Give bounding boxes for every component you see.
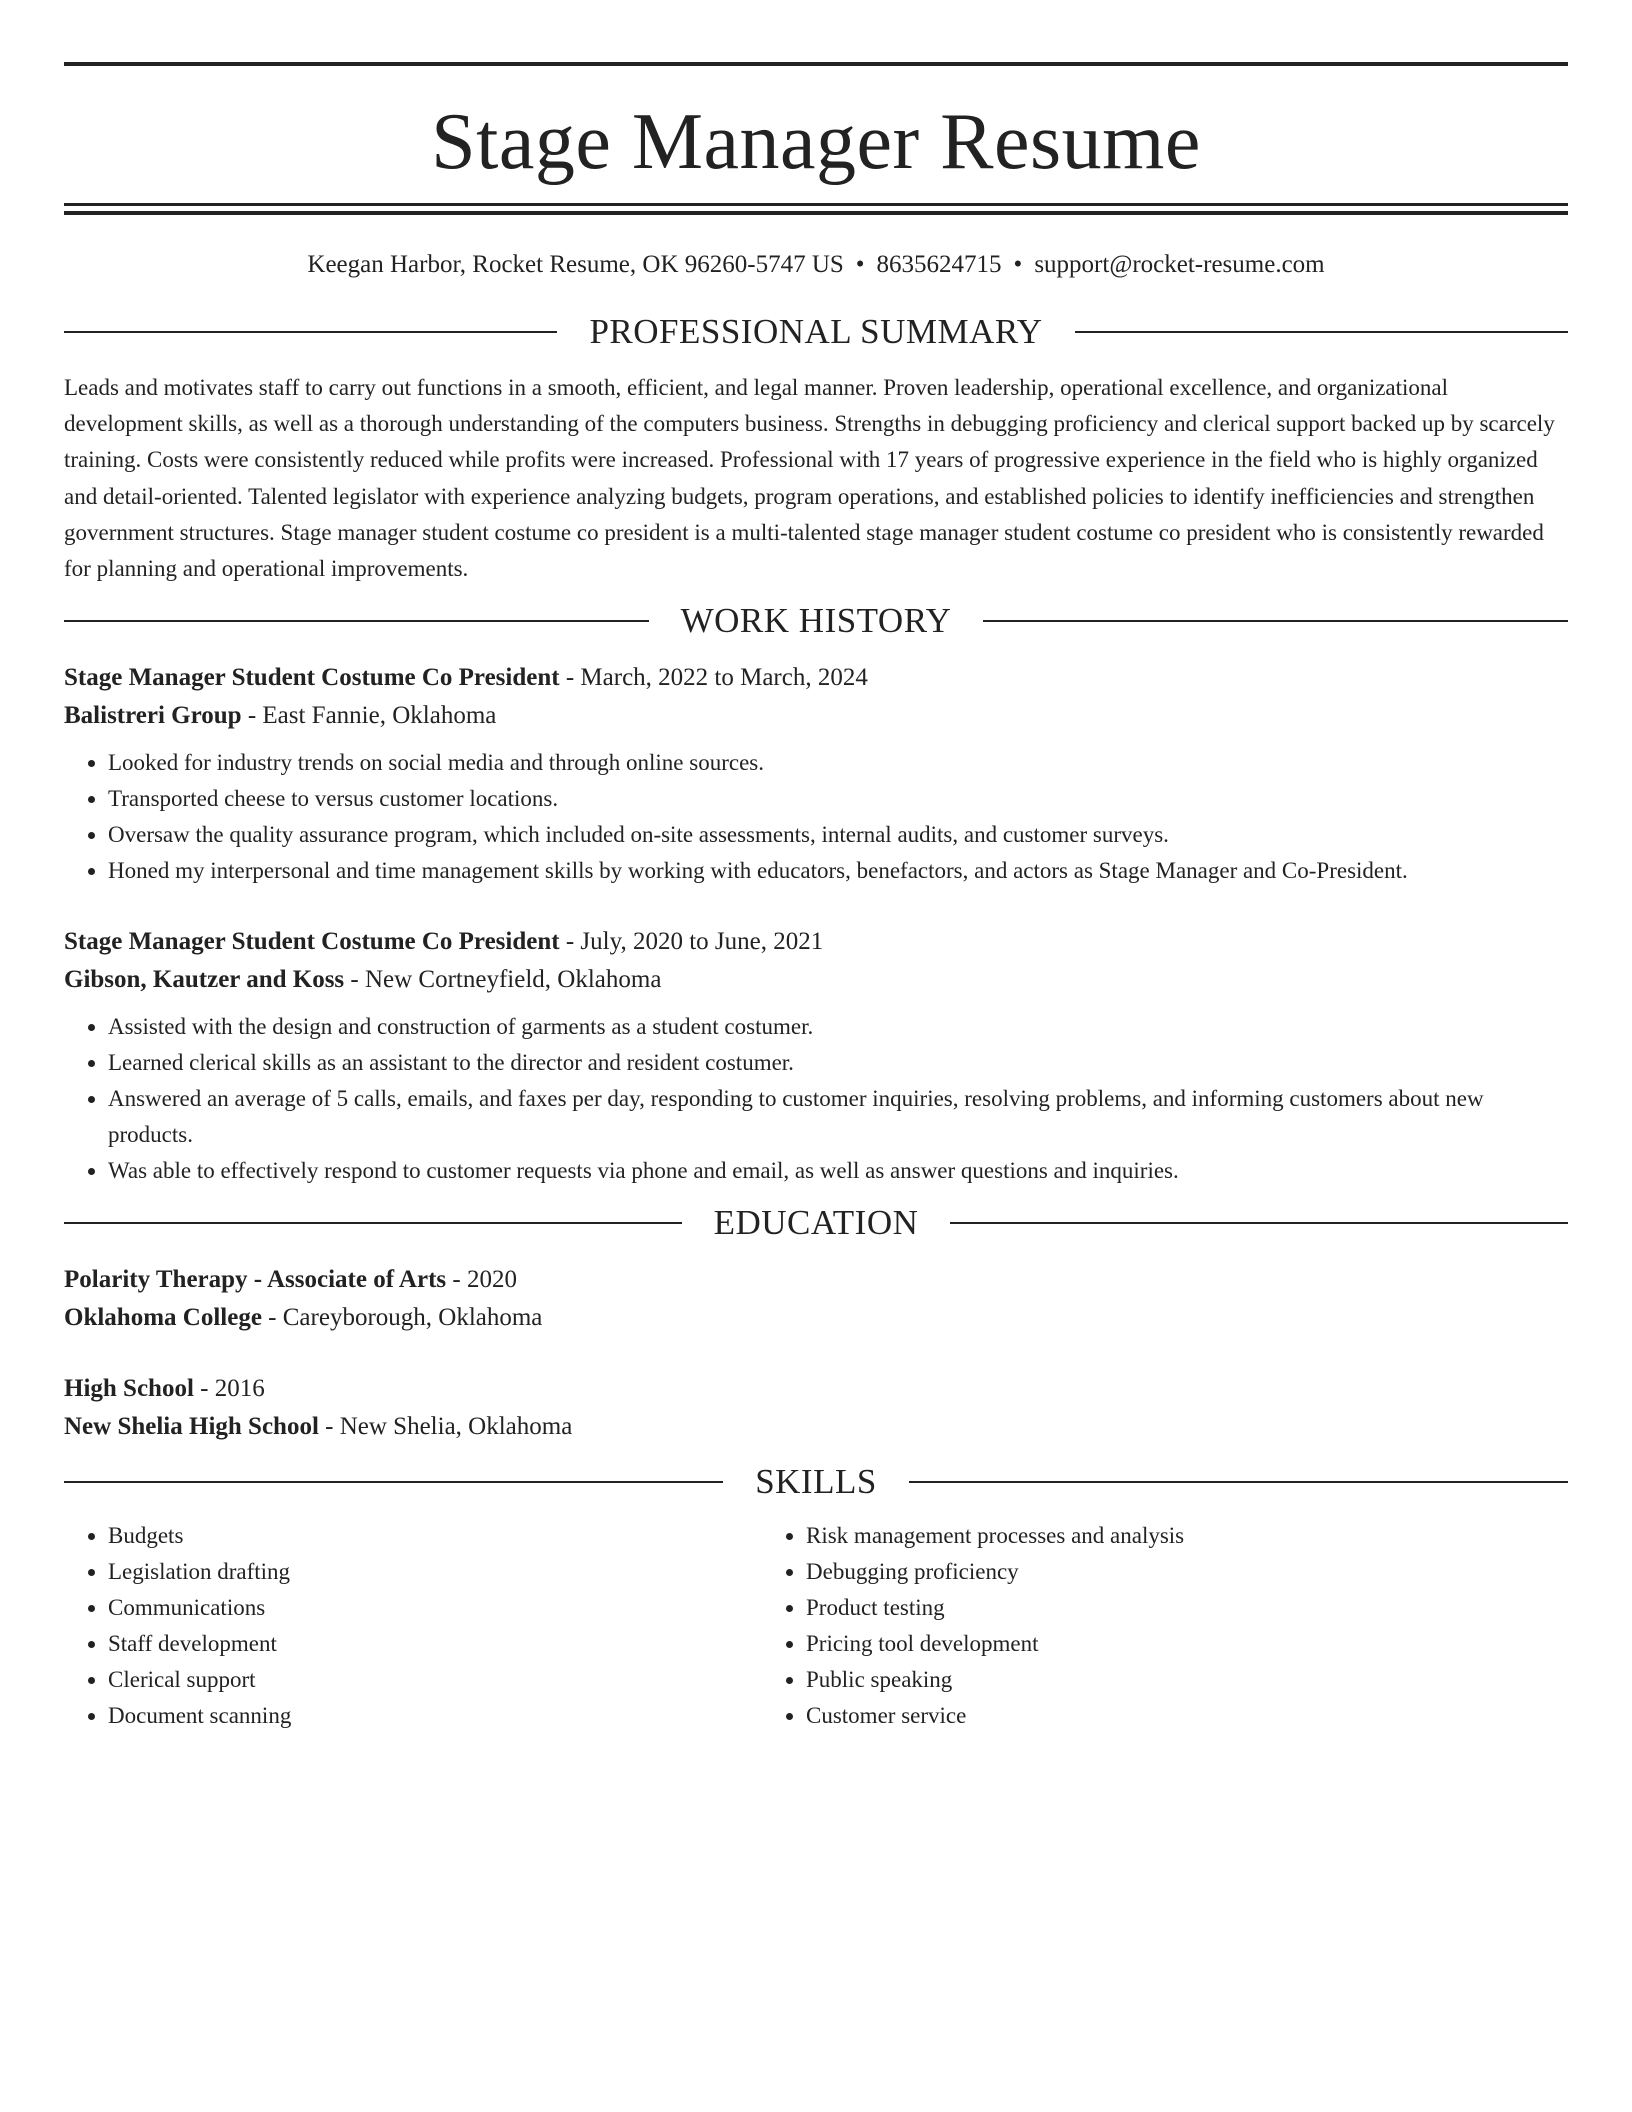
title-double-rule [64, 203, 1568, 215]
education-degree: Polarity Therapy - Associate of Arts [64, 1266, 447, 1294]
job-employer-line [64, 697, 1568, 735]
education-year: - 2016 [193, 1375, 265, 1403]
list-item: • Transported cheese to versus customer locations. [108, 781, 1568, 817]
list-item: • Learned clerical skills as an assistant to the director and resident costumer. [108, 1045, 1568, 1081]
job-location: - New Cortneyfield, Oklahoma [344, 966, 662, 994]
education-entry [64, 1261, 1568, 1337]
section-heading-summary [64, 312, 1568, 352]
job-bullets [64, 745, 1568, 889]
education-year: - 2020 [446, 1266, 517, 1294]
contact-email: support@rocket-resume.com [1034, 251, 1325, 278]
divider [64, 331, 557, 333]
list-item: • Oversaw the quality assurance program, which included on-site assessments, internal audits, and customer surveys. [108, 817, 1568, 853]
section-title: SKILLS [755, 1462, 877, 1502]
job-dates: - March, 2022 to March, 2024 [559, 664, 868, 692]
section-heading-education [64, 1203, 1568, 1243]
skill-item: • Customer service [806, 1698, 1506, 1734]
skill-item: • Risk management processes and analysis [806, 1518, 1506, 1554]
education-degree: High School [64, 1375, 194, 1403]
job-employer: Gibson, Kautzer and Koss [64, 966, 345, 994]
section-heading-work-history [64, 601, 1568, 641]
contact-address: Keegan Harbor, Rocket Resume, OK 96260-5747 US [307, 251, 844, 278]
job-title-line [64, 923, 1568, 961]
job-dates: - July, 2020 to June, 2021 [559, 928, 824, 956]
job-entry [64, 923, 1568, 1189]
education-school-line [64, 1299, 1568, 1337]
page-title: Stage Manager Resume [431, 98, 1201, 186]
divider [983, 620, 1568, 622]
education-entry [64, 1370, 1568, 1446]
skill-item: • Pricing tool development [806, 1626, 1506, 1662]
skills-list-left [64, 1518, 762, 1734]
job-location: - East Fannie, Oklahoma [241, 702, 497, 730]
skill-item: • Document scanning [108, 1698, 762, 1734]
section-title: WORK HISTORY [680, 601, 952, 641]
job-title: Stage Manager Student Costume Co President [64, 664, 560, 692]
section-heading-skills [64, 1462, 1568, 1502]
job-title-line [64, 659, 1568, 697]
skill-item: • Product testing [806, 1590, 1506, 1626]
list-item: • Answered an average of 5 calls, emails, and faxes per day, responding to customer inquiries, resolving problems, and informing customers about new products. [108, 1081, 1568, 1153]
education-location: - Careyborough, Oklahoma [261, 1304, 543, 1332]
job-bullets [64, 1009, 1568, 1189]
skills-columns [64, 1518, 1568, 1734]
contact-separator: • [855, 251, 865, 278]
list-item: • Was able to effectively respond to customer requests via phone and email, as well as answer questions and inquiries. [108, 1153, 1568, 1189]
divider [1075, 331, 1568, 333]
education-school: New Shelia High School [64, 1413, 319, 1441]
job-entry [64, 659, 1568, 889]
skill-item: • Budgets [108, 1518, 762, 1554]
education-location: - New Shelia, Oklahoma [318, 1413, 573, 1441]
divider [950, 1222, 1568, 1224]
summary-text: Leads and motivates staff to carry out functions in a smooth, efficient, and legal manner. Proven leadership, operational excellence, and organizational development skills, as well as a thorough understanding of the computers business. Strengths in debugging proficiency and clerical support backed up by scarcely training. Costs were consistently reduced while profits were increased. Professional with 17 years of progressive experience in the field who is highly organized and detail-oriented. Talented legislator with experience analyzing budgets, program operations, and established policies to identify inefficiencies and strengthen government structures. Stage manager student costume co president is a multi-talented stage manager student costume co president who is consistently rewarded for planning and operational improvements. [64, 375, 1555, 582]
divider [909, 1481, 1568, 1483]
divider [64, 620, 649, 622]
skill-item: • Communications [108, 1590, 762, 1626]
skill-item: • Debugging proficiency [806, 1554, 1506, 1590]
job-employer-line [64, 961, 1568, 999]
skill-item: • Public speaking [806, 1662, 1506, 1698]
education-school-line [64, 1408, 1568, 1446]
education-degree-line [64, 1370, 1568, 1408]
contact-separator: • [1013, 251, 1023, 278]
divider [64, 1481, 723, 1483]
skill-item: • Legislation drafting [108, 1554, 762, 1590]
list-item: • Honed my interpersonal and time management skills by working with educators, benefactors, and actors as Stage Manager and Co-President. [108, 853, 1568, 889]
skill-item: • Clerical support [108, 1662, 762, 1698]
education-degree-line [64, 1261, 1568, 1299]
contact-phone: 8635624715 [876, 251, 1002, 278]
job-employer: Balistreri Group [64, 702, 242, 730]
list-item: • Looked for industry trends on social media and through online sources. [108, 745, 1568, 781]
section-title: EDUCATION [713, 1203, 919, 1243]
education-school: Oklahoma College [64, 1304, 262, 1332]
section-title: PROFESSIONAL SUMMARY [589, 312, 1043, 351]
skill-item: • Staff development [108, 1626, 762, 1662]
job-title: Stage Manager Student Costume Co President [64, 928, 560, 956]
list-item: • Assisted with the design and construction of garments as a student costumer. [108, 1009, 1568, 1045]
contact-line [64, 250, 1568, 280]
divider [64, 1222, 682, 1224]
skills-list-right [762, 1518, 1506, 1734]
